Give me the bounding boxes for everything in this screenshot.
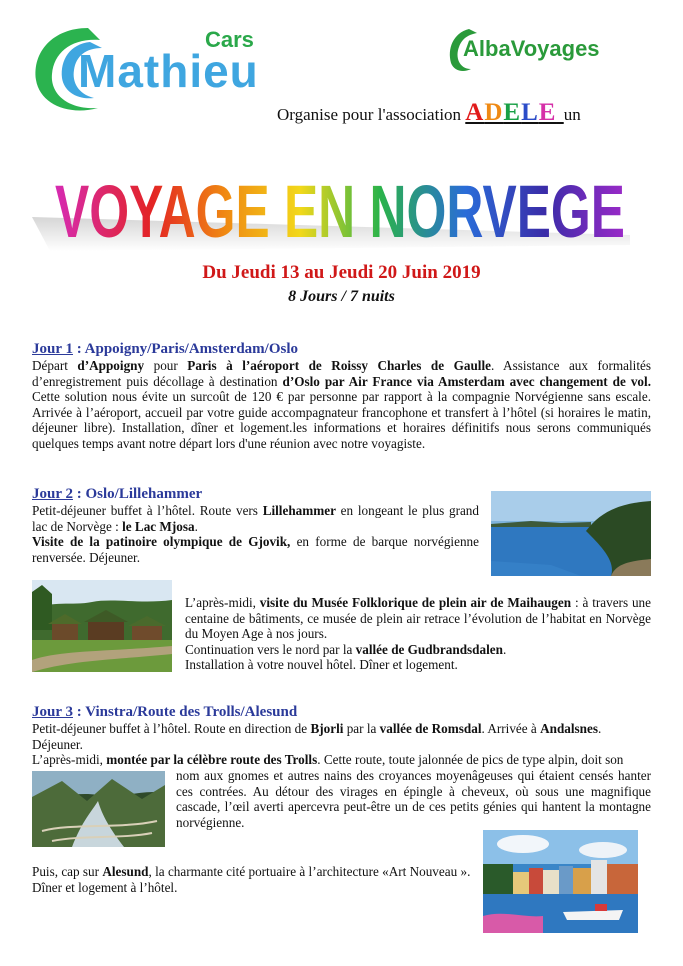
text: Petit-déjeuner buffet à l’hôtel. Route vers [32,503,263,518]
organise-text: Organise pour l'association [277,105,462,124]
adele-letter: E [503,99,522,126]
text: . Arrivée à [481,721,541,736]
title-text: VOYAGE EN NORVEGE [55,170,625,253]
mathieu-logo-cars: Cars [205,27,254,52]
text: . [598,721,602,736]
text-bold: Visite de la patinoire olympique de Gjovik, [32,534,291,549]
museum-photo [32,580,172,672]
organise-un: un [563,105,581,124]
text: . Cette route, toute jalonnée de pics de type alpin, doit son [317,752,624,767]
trip-dates: Du Jeudi 13 au Jeudi 20 Juin 2019 [202,262,481,283]
text-bold: Andalsnes [540,721,598,736]
jour2-paragraph-1 [32,503,479,565]
adele-letter: D [484,99,504,126]
text: L’après-midi, [32,752,107,767]
jour3-paragraph-1 [32,721,651,768]
text-bold: d’Oslo par Air France via Amsterdam avec changement de vol. [282,373,651,389]
text-bold: Lillehammer [262,503,336,518]
jour3-paragraph-3 [32,864,472,895]
text-bold: montée par la célèbre route des Trolls [106,752,318,767]
jour1-label: Jour 1 [32,341,73,357]
title-banner [30,165,650,257]
text-bold: vallée de Romsdal [379,721,482,736]
jour2-label: Jour 2 [32,486,73,502]
text: Cette solution nous évite un surcoût de 120 € par personne par rapport à la compagnie Norvégienne sans escale. Arrivée à l’aéroport, accueil par votre guide accompagnateur francophone et transfert à l’hôtel (si horaires le matin, déjeuner libre). Installation, dîner et logement.les informations et horaires définitifs nous serons communiqués quelques temps avant notre départ lors d'une réunion avec notre voyagiste. [32,389,651,451]
adele-letter: E [538,99,557,126]
text: Déjeuner. [32,736,83,752]
jour3-sep: : [72,704,86,720]
text: Continuation vers le nord par la [185,641,356,657]
adele-letter: A [465,99,485,126]
jour3-heading [32,704,297,721]
text: nom aux gnomes et autres nains des croyances moyenâgeuses qui étaient censés hanter ces contrées. Au détour des virages en épingle à cheveux, où sous une magnifique cascade, l’œil averti apercevra peut-être un de ces petits génies qui hantent la montagne norvégienne. [176,768,651,830]
text: . [502,641,507,657]
text: Petit-déjeuner buffet à l’hôtel. Route en direction de [32,721,311,736]
jour1-paragraph [32,358,651,451]
text: . Assistance aux formalités d’enregistrement puis décollage à destination [32,358,651,389]
trolls-road-photo [32,771,165,847]
jour2-sep: : [72,486,86,502]
text: pour [144,358,188,373]
text-bold: Bjorli [310,721,344,736]
text: Départ [32,358,78,373]
mathieu-logo-name: Mathieu [78,45,259,97]
jour1-heading [32,341,298,358]
adele-wordmark [465,99,563,126]
text-bold: Paris à l’aéroport de Roissy Charles de Gaulle [187,358,491,373]
adele-letter: L [521,99,539,126]
alba-logo-text: AlbaVoyages [463,36,600,61]
jour2-paragraph-2 [185,595,651,673]
jour3-paragraph-2 [176,768,651,830]
text: L’après-midi, [185,595,260,610]
alesund-photo [483,830,638,933]
jour1-title: Appoigny/Paris/Amsterdam/Oslo [84,341,298,357]
text: , la charmante cité portuaire à l’architecture «Art Nouveau ». [148,864,471,879]
jour3-label: Jour 3 [32,704,73,720]
jour2-title: Oslo/Lillehammer [85,486,203,502]
text: Dîner et logement à l’hôtel. [32,879,178,895]
text-bold: vallée de Gudbrandsdalen [355,641,503,657]
text-bold: visite du Musée Folklorique de plein air de Maihaugen [259,595,572,610]
organise-line [277,99,581,127]
lake-photo [491,491,651,576]
text: Puis, cap sur [32,864,103,879]
text: Installation à votre nouvel hôtel. Dîner et logement. [185,657,458,672]
text-bold: le Lac Mjosa [122,518,195,534]
jour1-sep: : [72,341,85,357]
text: en forme de barque norvégienne renversée. Déjeuner. [32,534,479,565]
text-bold: Alesund [102,864,149,879]
text: : à travers une centaine de bâtiments, ce musée de plein air retrace l’évolution de l’habitat en Norvège du Moyen Age à nos jours. [185,595,651,641]
text: . [194,518,198,534]
trip-duration: 8 Jours / 7 nuits [288,288,395,305]
text: en longeant le plus grand lac de Norvège : [32,503,479,534]
text-bold: d’Appoigny [77,358,145,373]
jour2-heading [32,486,202,503]
jour3-title: Vinstra/Route des Trolls/Alesund [85,704,298,720]
text: par la [343,721,380,736]
